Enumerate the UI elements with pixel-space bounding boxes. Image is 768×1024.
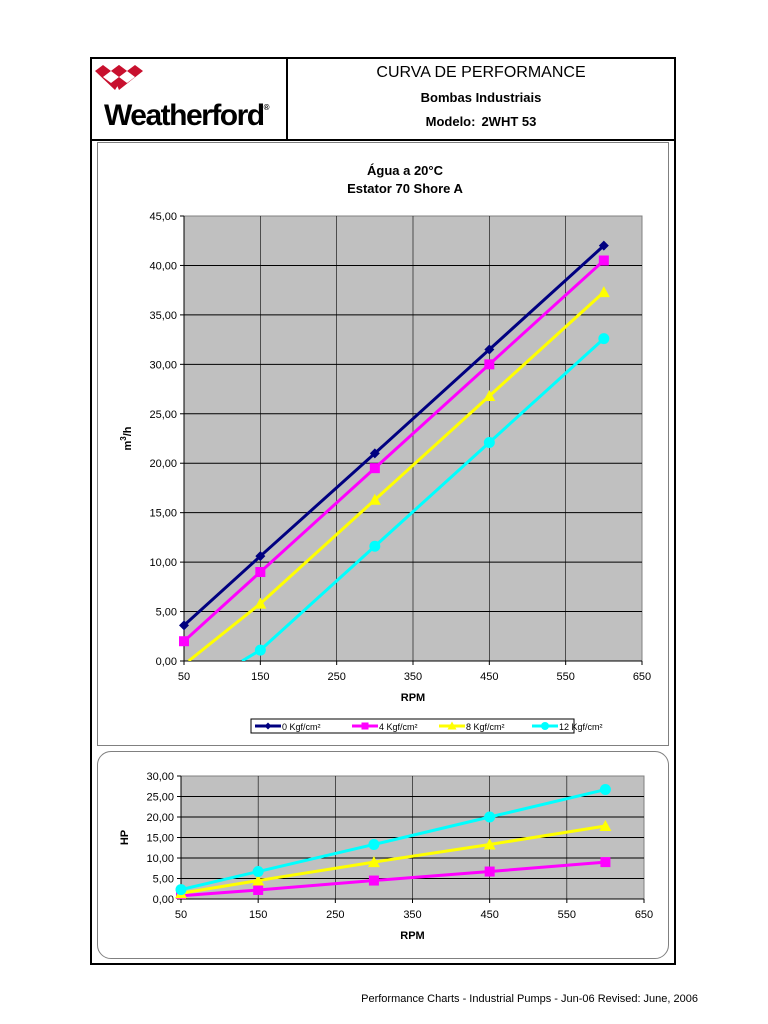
x-tick-label: 250 [327, 671, 346, 683]
power-chart [98, 752, 668, 958]
data-point [369, 541, 380, 552]
legend-label: 0 Kgf/cm² [282, 722, 321, 732]
x-tick-label: 550 [556, 671, 575, 683]
logo [92, 59, 288, 139]
y-tick-label: 25,00 [149, 408, 177, 421]
header [92, 59, 674, 141]
data-point [362, 723, 369, 730]
x-tick-label: 550 [557, 909, 577, 921]
y-tick-label: 5,00 [152, 873, 174, 886]
data-point [176, 884, 187, 895]
data-point [484, 812, 495, 823]
data-point [541, 722, 549, 730]
data-point [253, 885, 263, 895]
data-point [370, 463, 380, 473]
y-tick-label: 25,00 [146, 791, 174, 804]
data-point [484, 359, 494, 369]
data-point [485, 867, 495, 877]
footer-text: Performance Charts - Industrial Pumps - Jun-06 Revised: June, 2006 [361, 993, 698, 1005]
data-point [600, 857, 610, 867]
model-value: 2WHT 53 [481, 114, 537, 129]
y-tick-label: 10,00 [149, 557, 177, 570]
legend [251, 719, 603, 733]
data-point [484, 437, 495, 448]
y-tick-label: 30,00 [146, 771, 174, 783]
y-tick-label: 0,00 [155, 656, 177, 668]
document-frame [90, 57, 676, 965]
data-point [253, 866, 264, 877]
power-chart-panel [97, 751, 669, 959]
model-line [288, 114, 674, 129]
legend-label: 4 Kgf/cm² [379, 722, 418, 732]
flow-chart-panel [97, 142, 669, 746]
x-tick-label: 50 [174, 909, 188, 921]
legend-label: 8 Kgf/cm² [466, 722, 505, 732]
y-tick-label: 40,00 [149, 260, 177, 273]
x-tick-label: 350 [403, 671, 423, 683]
y-tick-label: 30,00 [149, 359, 177, 372]
x-tick-label: 150 [251, 671, 270, 683]
y-tick-label: 45,00 [149, 211, 177, 223]
chart-title: Água a 20°C [366, 163, 444, 178]
y-tick-label: 5,00 [155, 606, 177, 619]
x-tick-label: 450 [480, 909, 499, 921]
x-tick-label: 50 [177, 671, 191, 683]
y-axis-label: HP [119, 829, 131, 846]
flow-rate-chart [98, 143, 668, 745]
data-point [255, 567, 265, 577]
y-tick-label: 15,00 [149, 507, 177, 520]
data-point [179, 636, 189, 646]
title-block [288, 59, 674, 139]
x-axis-label: RPM [400, 930, 425, 942]
y-tick-label: 20,00 [146, 812, 174, 824]
x-tick-label: 150 [248, 909, 268, 921]
weatherford-logo-icon [92, 59, 286, 99]
brand-name: Weatherford® [104, 99, 270, 132]
legend-label: 12 Kgf/cm² [559, 722, 603, 732]
x-tick-label: 650 [634, 909, 654, 921]
x-tick-label: 450 [480, 671, 499, 683]
data-point [598, 333, 609, 344]
data-point [255, 645, 266, 656]
x-tick-label: 650 [632, 671, 652, 683]
x-axis-label: RPM [400, 692, 426, 704]
document-subtitle: Bombas Industriais [420, 90, 542, 105]
data-point [600, 784, 611, 795]
y-tick-label: 10,00 [146, 853, 174, 865]
y-tick-label: 20,00 [149, 458, 177, 471]
data-point [368, 839, 379, 850]
x-tick-label: 350 [403, 909, 422, 921]
data-point [599, 256, 609, 266]
x-tick-label: 250 [326, 909, 345, 921]
y-tick-label: 35,00 [149, 309, 177, 322]
y-tick-label: 15,00 [146, 832, 174, 845]
model-label: Modelo: [425, 114, 476, 129]
data-point [369, 876, 379, 886]
y-axis-label: $m^3/h$ [119, 426, 134, 451]
document-title: CURVA DE PERFORMANCE [376, 64, 586, 81]
y-tick-label: 0,00 [152, 894, 174, 906]
chart-subtitle: Estator 70 Shore A [347, 181, 463, 196]
